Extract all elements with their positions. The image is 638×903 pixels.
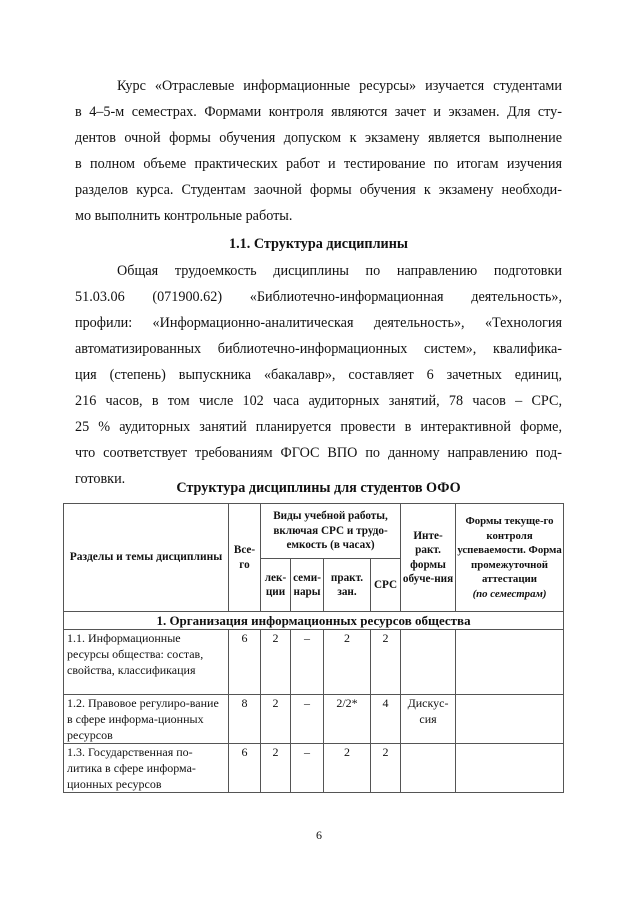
header-control-line1: Формы текуще-го контроля успеваемости.	[457, 515, 554, 556]
section-title-cell: 1. Организация информационных ресурсов общества	[64, 612, 564, 630]
body-line: ция (степень) выпускника «бакалавр», составляет 6 зачетных единиц,	[75, 367, 562, 383]
body-line: 51.03.06 (071900.62) «Библиотечно-информационная деятельность»,	[75, 289, 562, 305]
table-caption: Структура дисциплины для студентов ОФО	[176, 480, 461, 496]
table-row	[64, 744, 564, 793]
row-seminars: –	[291, 695, 324, 744]
table-section-row	[64, 612, 564, 630]
body-line: Общая трудоемкость дисциплины по направлению подготовки	[117, 263, 562, 279]
intro-paragraph	[75, 73, 562, 229]
body-line: что соответствует требованиям ФГОС ВПО по данному направлению под-	[75, 445, 562, 461]
body-paragraph	[75, 258, 562, 492]
row-practical: 2	[324, 744, 371, 793]
row-interactive: Дискус-сия	[401, 695, 456, 744]
row-srs: 2	[371, 744, 401, 793]
header-interactive: Инте-ракт. формы обуче-ния	[401, 504, 456, 612]
discipline-structure-table	[63, 503, 564, 793]
row-total: 8	[229, 695, 261, 744]
page-number: 6	[316, 828, 322, 842]
header-practical: практ. зан.	[324, 559, 371, 612]
table-row	[64, 630, 564, 695]
header-control-line3: (по семестрам)	[472, 587, 547, 600]
row-srs: 4	[371, 695, 401, 744]
section-heading: 1.1. Структура дисциплины	[229, 236, 408, 252]
body-line: готовки.	[75, 471, 126, 487]
row-seminars: –	[291, 744, 324, 793]
intro-line: мо выполнить контрольные работы.	[75, 208, 293, 224]
header-control-line2: Форма промежуточной аттестации	[471, 544, 562, 585]
body-line: автоматизированных библиотечно-информационных систем», квалифика-	[75, 341, 562, 357]
body-line: 216 часов, в том числе 102 часа аудиторных занятий, 78 часов – СРС,	[75, 393, 562, 409]
intro-line: разделов курса. Студентам заочной формы обучения к экзамену необходи-	[75, 182, 562, 198]
row-control	[456, 630, 564, 695]
body-line: 25 % аудиторных занятий планируется провести в интерактивной форме,	[75, 419, 562, 435]
table-header-row	[64, 504, 564, 559]
row-total: 6	[229, 744, 261, 793]
header-seminars: семи-нары	[291, 559, 324, 612]
intro-line: в полном объеме практических работ и тестирование по итогам изучения	[75, 156, 562, 172]
header-work-group: Виды учебной работы, включая СРС и трудо-емкость (в часах)	[261, 504, 401, 559]
row-total: 6	[229, 630, 261, 695]
intro-line: дентов очной формы обучения допуском к экзамену является выполнение	[75, 130, 562, 146]
row-name: 1.3. Государственная по-литика в сфере информа-ционных ресурсов	[64, 744, 229, 793]
row-practical: 2/2*	[324, 695, 371, 744]
row-lectures: 2	[261, 695, 291, 744]
header-control	[456, 504, 564, 612]
table-row	[64, 695, 564, 744]
row-srs: 2	[371, 630, 401, 695]
header-lectures: лек-ции	[261, 559, 291, 612]
body-line: профили: «Информационно-аналитическая деятельность», «Технология	[75, 315, 562, 331]
row-interactive	[401, 630, 456, 695]
row-name: 1.1. Информационные ресурсы общества: состав, свойства, классификация	[64, 630, 229, 695]
row-control	[456, 695, 564, 744]
row-name: 1.2. Правовое регулиро-вание в сфере информа-ционных ресурсов	[64, 695, 229, 744]
row-lectures: 2	[261, 744, 291, 793]
header-sections: Разделы и темы дисциплины	[64, 504, 229, 612]
row-seminars: –	[291, 630, 324, 695]
row-control	[456, 744, 564, 793]
intro-line: Курс «Отраслевые информационные ресурсы» изучается студентами	[117, 78, 562, 94]
header-srs: СРС	[371, 559, 401, 612]
intro-line: в 4–5-м семестрах. Формами контроля являются зачет и экзамен. Для сту-	[75, 104, 562, 120]
header-total: Все-го	[229, 504, 261, 612]
row-practical: 2	[324, 630, 371, 695]
row-interactive	[401, 744, 456, 793]
row-lectures: 2	[261, 630, 291, 695]
